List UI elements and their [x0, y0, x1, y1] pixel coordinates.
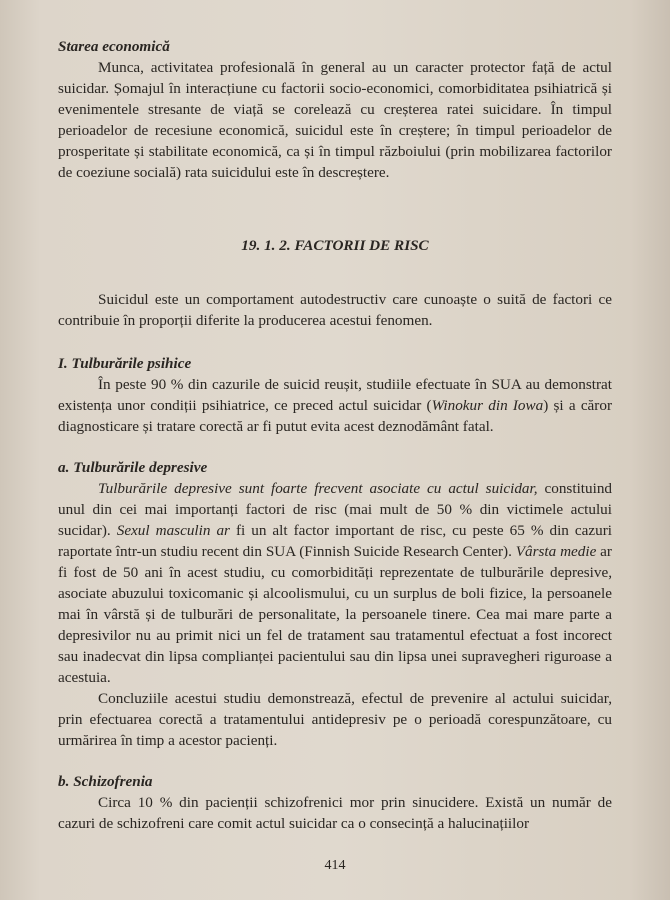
- page-number: 414: [324, 858, 346, 873]
- section-heading-depressive: a. Tulburările depresive: [58, 459, 208, 476]
- paragraph-economic: Munca, activitatea profesională în general au un caracter protector față de actul suicidar. Șomajul în interacțiune cu factorii socio-economici, comorbiditatea psihiatrică și evenimentele stresante de viață se corelează cu creșterea ratei suicidare. În timpul perioadelor de recesiune economică, suicidul este în creștere; în timpul perioadelor de prosperitate și stabilitate economică, ca și în timpul războiului (prin mobilizarea factorilor de coeziune socială) rata suicidului este în descreștere.: [58, 59, 612, 181]
- paragraph-depressive: [58, 478, 612, 688]
- depressive-text-1: constituind unul din cei mai importanți factori de risc (mai mult de 50 % din victimele actului sucidar).: [58, 480, 613, 539]
- paragraph-psychiatric: [58, 374, 612, 437]
- depressive-text-2: fi un alt factor important de risc, cu peste 65 % din cazuri raportate într-un studiu recent din SUA (Finnish Suicide Research Center).: [58, 522, 612, 560]
- depressive-text-italic-2: Sexul masculin ar: [116, 522, 230, 539]
- paragraph-risk-intro: Suicidul este un comportament autodestructiv care cunoaște o suită de factori ce contribuie în proporții diferite la producerea acestui fenomen.: [58, 291, 612, 329]
- depressive-text-italic-3: Vârsta medie: [515, 543, 597, 560]
- section-heading-risk-factors: 19. 1. 2. FACTORII DE RISC: [241, 237, 429, 254]
- section-heading-schizophrenia: b. Schizofrenia: [58, 773, 153, 790]
- depressive-text-italic-1: Tulburările depresive sunt foarte frecvent asociate cu actul suicidar,: [98, 480, 538, 497]
- psychiatric-text-2: ) și a căror diagnosticare și tratare corectă ar fi putut evita acest deznodământ fatal.: [58, 397, 613, 435]
- paragraph-depressive-conclusion: Concluziile acestui studiu demonstrează, efectul de prevenire al actului suicidar, prin efectuarea corectă a tratamentului antidepresiv pe o perioadă corespunzătoare, cu urmărirea în timp a acestor pacienți.: [58, 690, 612, 749]
- psychiatric-text-1: În peste 90 % din cazurile de suicid reușit, studiile efectuate în SUA au demonstrat existența unor condiții psihiatrice, ce preced actul suicidar (: [58, 376, 612, 414]
- paragraph-schizophrenia: Circa 10 % din pacienții schizofrenici mor prin sinucidere. Există un număr de cazuri de schizofreni care comit actul suicidar ca o consecință a halucinațiilor: [58, 794, 612, 832]
- section-heading-psychiatric: I. Tulburările psihice: [58, 355, 192, 372]
- page-content: [58, 36, 612, 834]
- psychiatric-text-citation: Winokur din Iowa: [431, 397, 544, 414]
- depressive-text-3: ar fi fost de 50 ani în acest studiu, cu comorbidități reprezentate de tulburările depresive, asociate abuzului toxicomanic și alcoolismului, cu un surplus de boli fizice, la persoanele mai în vârstă și de tulburări de personalitate, la persoanele tinere. Cea mai mare parte a depresivilor nu au primit nici un fel de tratament sau tratamentul efectuat a fost incorect sau inadecvat din lipsa complianței pacientului sau din lipsa unei supravegheri riguroase a acestuia.: [58, 543, 612, 686]
- section-heading-economic: Starea economică: [58, 38, 170, 55]
